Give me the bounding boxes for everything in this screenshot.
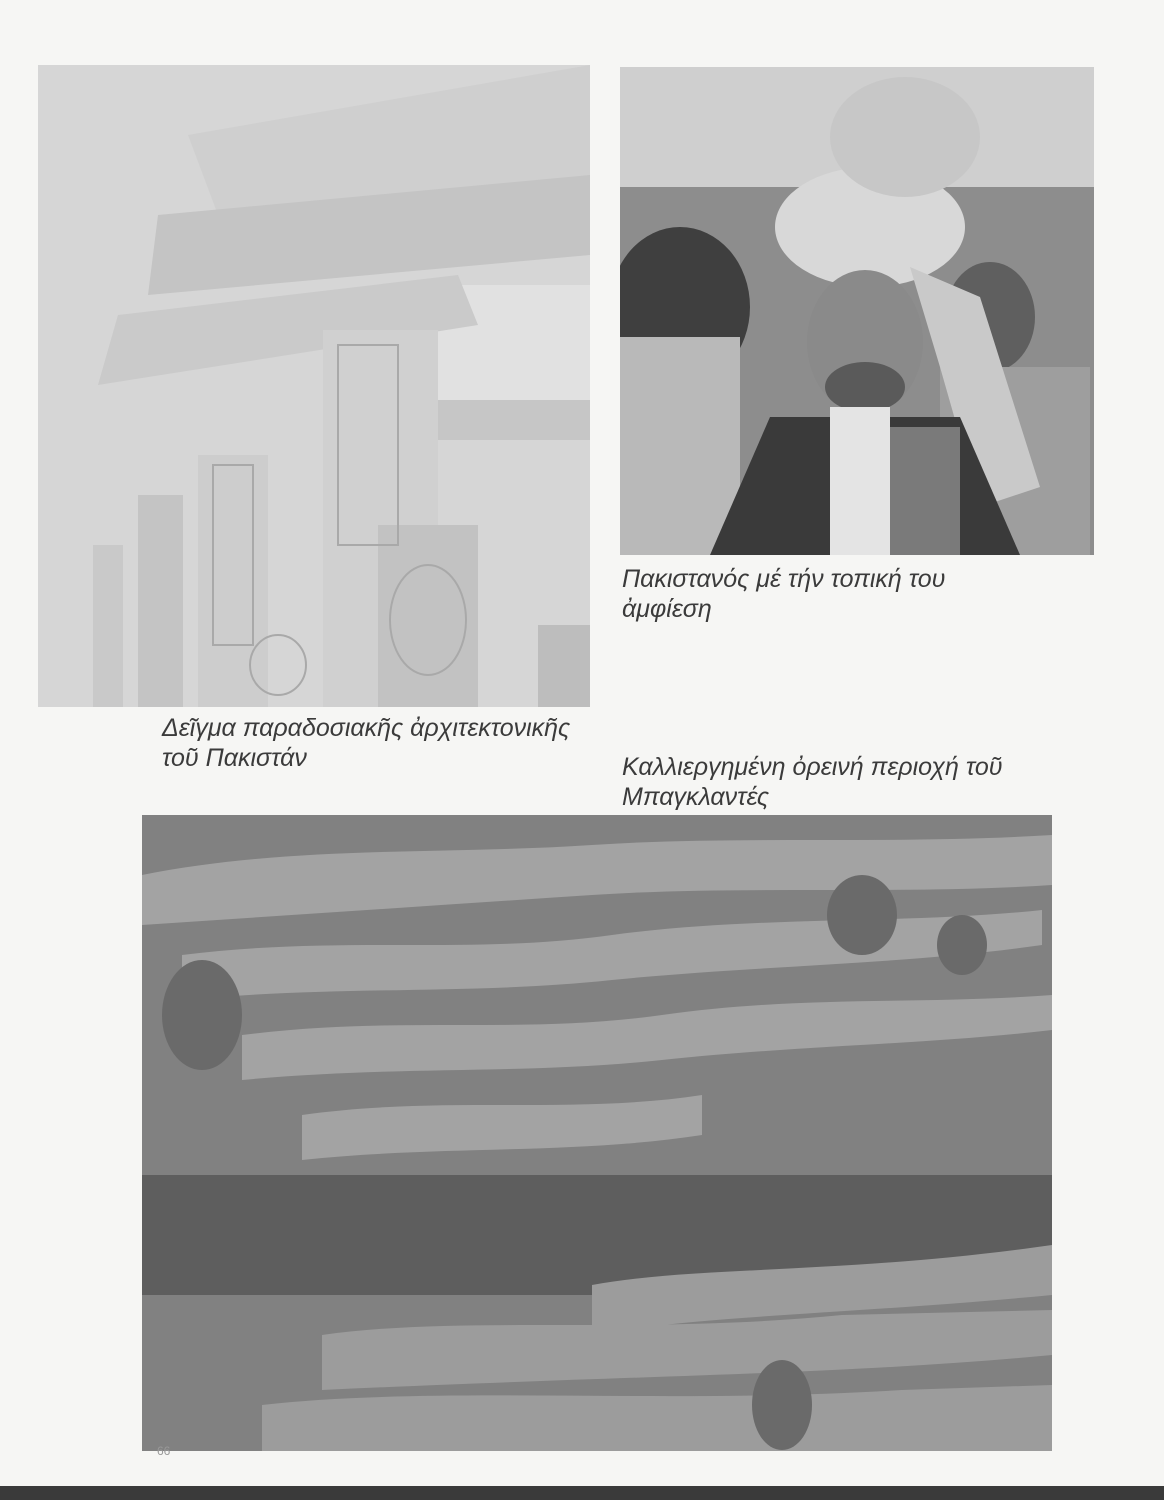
man-caption: Πακιστανός μέ τήν τοπική του ἀμφίεση [622,565,946,623]
man-illustration [620,67,1094,555]
scan-bottom-edge [0,1486,1164,1500]
page-number: 66 [157,1444,171,1458]
architecture-illustration [38,65,590,707]
terraces-illustration [142,815,1052,1451]
terraced-fields-photo [142,815,1052,1451]
terraces-caption: Καλλιεργημένη ὀρεινή περιοχή τοῦ Μπαγκλαντές [622,753,1003,811]
man-portrait-photo [620,67,1094,555]
architecture-caption: Δεῖγμα παραδοσιακῆς ἀρχιτεκτονικῆς τοῦ Πακιστάν [162,714,571,772]
architecture-photo [38,65,590,707]
